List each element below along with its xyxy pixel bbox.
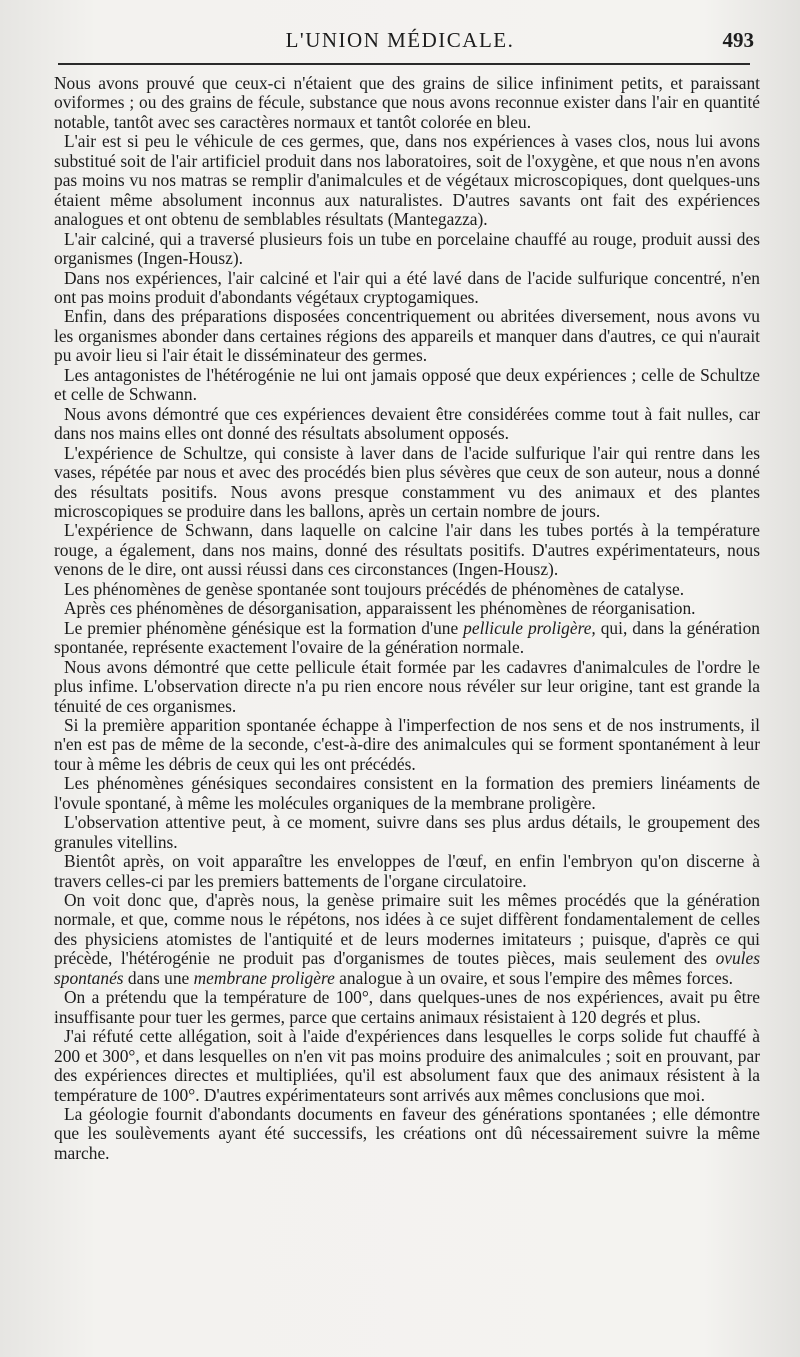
journal-title: L'UNION MÉDICALE. (285, 28, 515, 52)
paragraph: L'air calciné, qui a traversé plusieurs fois un tube en porcelaine chauffé au rouge, produit aussi des organismes (Ingen-Housz). (54, 228, 760, 269)
paragraph-ovules (54, 891, 760, 988)
paragraph: Dans nos expériences, l'air calciné et l'air qui a été lavé dans de l'acide sulfurique concentré, n'en ont pas moins produit d'abondants végétaux cryptogamiques. (54, 267, 760, 307)
page-number: 493 (722, 28, 754, 52)
paragraph-pellicule (54, 619, 760, 658)
text-run: On voit donc que, d'après nous, la genèse primaire suit les mêmes procédés que la génération normale, et que, comme nous le répétons, nos idées à ce sujet diffèrent fondamentalement de celles des physiciens atomistes de l'antiquité et de leurs modernes imitateurs ; puisque, d'après ce qui précède, l'hétérogénie ne produit pas d'organismes de toutes pièces, mais seulement des (54, 890, 760, 969)
paragraph: Bientôt après, on voit apparaître les enveloppes de l'œuf, en enfin l'embryon qu'on discerne à travers celles-ci par les premiers battements de l'organe circulatoire. (54, 851, 760, 891)
paragraph: On a prétendu que la température de 100°, dans quelques-unes de nos expériences, avait pu être insuffisante pour tuer les germes, parce que certains animaux résistaient à 120 degrés et plus. (54, 987, 760, 1027)
paragraph: Nous avons démontré que ces expériences devaient être considérées comme tout à fait nulles, car dans nos mains elles ont donné des résultats absolument opposés. (54, 403, 760, 444)
paragraph: L'observation attentive peut, à ce moment, suivre dans ses plus ardus détails, le groupement des granules vitellins. (54, 812, 760, 852)
italic-term: pellicule proligère, (463, 617, 596, 638)
paragraph: L'expérience de Schultze, qui consiste à laver dans de l'acide sulfurique l'air qui rentre dans les vases, répétée par nous et avec des procédés bien plus sévères que ceux de son auteur, nous a donné des résultats positifs. Nous avons presque constamment vu des animaux et des plantes microscopiques se produire dans les ballons, après un certain nombre de jours. (54, 442, 760, 521)
paragraph: Les phénomènes de genèse spontanée sont toujours précédés de phénomènes de catalyse. (64, 578, 685, 599)
paragraph: Si la première apparition spontanée échappe à l'imperfection de nos sens et de nos instruments, il n'en est pas de même de la seconde, c'est-à-dire des animalcules qui se forment spontanément à leur tour à même les débris de ceux qui les ont précédés. (54, 714, 760, 774)
paragraph: L'expérience de Schwann, dans laquelle on calcine l'air dans les tubes portés à la température rouge, a également, dans nos mains, donné des résultats positifs. D'autres expérimentateurs, nous venons de le dire, ont aussi réussi dans ces circonstances (Ingen-Housz). (54, 520, 760, 580)
text-run: Le premier phénomène génésique est la formation d'une (64, 617, 464, 638)
paragraph: Enfin, dans des préparations disposées concentriquement ou abritées diversement, nous avons vu les organismes abonder dans certaines régions des appareils et manquer dans d'autres, ce qui n'aurait pu avoir lieu si l'air était le disséminateur des germes. (54, 306, 760, 366)
italic-term: ovules spontanés (54, 948, 760, 988)
text-run: dans une (123, 967, 194, 988)
paragraph: J'ai réfuté cette allégation, soit à l'aide d'expériences dans lesquelles le corps solide fut chauffé à 200 et 300°, et dans lesquelles on n'en vit pas moins produire des animalcules ; soit en prouvant, par des expériences directes et multipliées, qu'il est absolument faux que des animaux résistent à la température de 100°. D'autres expérimentateurs sont arrivés aux mêmes conclusions que moi. (54, 1026, 760, 1105)
text-run: analogue à un ovaire, et sous l'empire des mêmes forces. (334, 967, 733, 988)
article-body (54, 74, 760, 1163)
italic-term: membrane proligère (193, 967, 335, 988)
text-run: qui, dans la génération spontanée, représente exactement l'ovaire de la génération normale. (54, 617, 760, 658)
paragraph: Les antagonistes de l'hétérogénie ne lui ont jamais opposé que deux expériences ; celle de Schultze et celle de Schwann. (54, 364, 760, 405)
running-head (46, 28, 754, 58)
paragraph: Nous avons prouvé que ceux-ci n'étaient que des grains de silice infiniment petits, et paraissant oviformes ; ou des grains de fécule, substance que nous avons reconnue exister dans l'air en quantité notable, tantôt avec ses caractères normaux et tantôt colorée en bleu. (54, 73, 760, 132)
paragraph: Nous avons démontré que cette pellicule était formée par les cadavres d'animalcules de l'ordre le plus infime. L'observation directe n'a pu rien encore nous révéler sur leur origine, tant est grande la ténuité de ces organismes. (54, 656, 760, 716)
paragraph: Les phénomènes génésiques secondaires consistent en la formation des premiers linéaments de l'ovule spontané, à même les molécules organiques de la membrane proligère. (54, 773, 760, 813)
paragraph: L'air est si peu le véhicule de ces germes, que, dans nos expériences à vases clos, nous lui avons substitué soit de l'air artificiel produit dans nos laboratoires, soit de l'oxygène, et que nous n'en avons pas moins vu nos matras se remplir d'animalcules et de végétaux microscopiques, dont quelques-uns étaient même absolument inconnus aux naturalistes. D'autres savants ont fait des expériences analogues et ont obtenu de semblables résultats (Mantegazza). (54, 131, 760, 230)
header-rule (58, 63, 750, 65)
paragraph: La géologie fournit d'abondants documents en faveur des générations spontanées ; elle démontre que les soulèvements ayant été successifs, les créations ont dû nécessairement suivre la même marche. (54, 1104, 760, 1163)
paragraph: Après ces phénomènes de désorganisation, apparaissent les phénomènes de réorganisation. (64, 598, 696, 619)
